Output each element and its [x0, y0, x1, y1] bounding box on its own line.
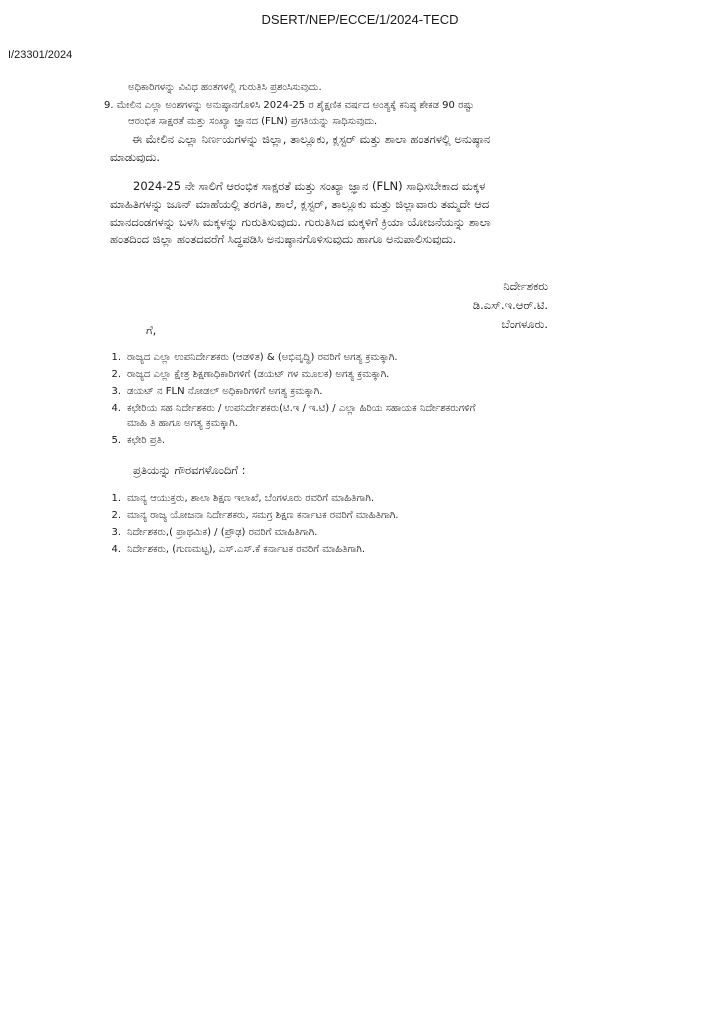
copies-heading: ಪ್ರತಿಯನ್ನು ಗೌರವಗಳೊಂದಿಗೆ : [133, 463, 246, 477]
recipient-text: ಕಛೇರಿ ಪ್ರತಿ. [127, 435, 166, 446]
point-9-line-1: ಮೇಲಿನ ಎಲ್ಲಾ ಅಂಶಗಳನ್ನು ಅನುಷ್ಠಾನಗೊಳಿಸಿ 2024-25 ರ ಶೈಕ್ಷಣಿಕ ವರ್ಷದ ಅಂತ್ಯಕ್ಕೆ ಕನಿಷ್ಠ ಶೇಕಡ 90 ರಷ್ಟು [116, 100, 475, 111]
recipient-item [104, 384, 475, 399]
copy-number: 4. [111, 544, 121, 555]
copy-number: 1. [111, 493, 121, 504]
recipient-number: 3. [111, 386, 121, 397]
recipient-list [104, 350, 475, 448]
decision-line-2: ಮಾಡುವುದು. [110, 150, 161, 164]
recipient-number: 5. [111, 435, 121, 446]
recipient-item [104, 367, 475, 382]
copy-text: ಮಾನ್ಯ ರಾಜ್ಯ ಯೋಜನಾ ನಿರ್ದೇಶಕರು, ಸಮಗ್ರ ಶಿಕ್ಷಣ ಕರ್ನಾಟಕ ರವರಿಗೆ ಮಾಹಿತಿಗಾಗಿ. [127, 510, 399, 521]
signature-office: ಡಿ.ಎಸ್.ಇ.ಆರ್.ಟಿ. [472, 298, 548, 312]
to-label: ಗೆ, [146, 323, 157, 337]
recipient-item [104, 350, 475, 365]
copy-number: 2. [111, 510, 121, 521]
recipient-item [104, 433, 475, 448]
recipient-text: ಡಯಟ್ ನ FLN ನೋಡಲ್ ಅಧಿಕಾರಿಗಳಿಗೆ ಅಗತ್ಯ ಕ್ರಮಕ್ಕಾಗಿ. [127, 386, 323, 397]
document-code: DSERT/NEP/ECCE/1/2024-TECD [261, 12, 459, 27]
para-line-3: ಮಾನದಂಡಗಳನ್ನು ಬಳಸಿ ಮಕ್ಕಳನ್ನು ಗುರುತಿಸುವುದು. ಗುರುತಿಸಿದ ಮಕ್ಕಳಿಗೆ ಕ್ರಿಯಾ ಯೋಜನೆಯನ್ನು ಶಾಲಾ [110, 215, 491, 229]
point-9-line-2: ಆರಂಭಿಕ ಸಾಕ್ಷರತೆ ಮತ್ತು ಸಂಖ್ಯಾ ಜ್ಞಾನದ (FLN) ಪ್ರಗತಿಯನ್ನು ಸಾಧಿಸುವುದು. [128, 116, 378, 127]
copy-text: ಮಾನ್ಯ ಆಯುಕ್ತರು, ಶಾಲಾ ಶಿಕ್ಷಣ ಇಲಾಖೆ, ಬೆಂಗಳೂರು ರವರಿಗೆ ಮಾಹಿತಿಗಾಗಿ. [127, 493, 375, 504]
copy-item [104, 542, 399, 557]
point-9 [104, 98, 474, 113]
signature-designation: ನಿರ್ದೇಶಕರು [503, 279, 548, 293]
recipient-text-cont: ಮಾಹಿ ತಿ ಹಾಗೂ ಅಗತ್ಯ ಕ್ರಮಕ್ಕಾಗಿ. [127, 418, 238, 429]
para-line-2: ಮಾಹಿತಿಗಳನ್ನು ಜೂನ್ ಮಾಹೆಯಲ್ಲಿ ತರಗತಿ, ಶಾಲೆ, ಕ್ಲಸ್ಟರ್, ತಾಲ್ಲೂಕು ಮತ್ತು ಜಿಲ್ಲಾವಾರು ತಮ್ಮದೇ ಆದ [110, 197, 490, 211]
recipient-text: ರಾಜ್ಯದ ಎಲ್ಲಾ ಉಪನಿರ್ದೇಶಕರು (ಆಡಳಿತ) & (ಅಭಿವೃದ್ಧಿ) ರವರಿಗೆ ಅಗತ್ಯ ಕ್ರಮಕ್ಕಾಗಿ. [127, 352, 398, 363]
copy-text: ನಿರ್ದೇಶಕರು, (ಗುಣಮಟ್ಟ), ಎಸ್.ಎಸ್.ಕೆ ಕರ್ನಾಟಕ ರವರಿಗೆ ಮಾಹಿತಿಗಾಗಿ. [127, 544, 366, 555]
copy-item [104, 491, 399, 506]
para-line-1: 2024-25 ನೇ ಸಾಲಿಗೆ ಆರಂಭಿಕ ಸಾಕ್ಷರತೆ ಮತ್ತು ಸಂಖ್ಯಾ ಜ್ಞಾನ (FLN) ಸಾಧಿಸಬೇಕಾದ ಮಕ್ಕಳ [133, 179, 486, 193]
recipient-text: ರಾಜ್ಯದ ಎಲ್ಲಾ ಕ್ಷೇತ್ರ ಶಿಕ್ಷಣಾಧಿಕಾರಿಗಳಿಗೆ (ಡಯಟ್ ಗಳ ಮೂಲಕ) ಅಗತ್ಯ ಕ್ರಮಕ್ಕಾಗಿ. [127, 369, 390, 380]
copy-item [104, 525, 399, 540]
decision-line-1: ಈ ಮೇಲಿನ ಎಲ್ಲಾ ನಿರ್ಣಯಗಳನ್ನು ಜಿಲ್ಲಾ, ತಾಲ್ಲೂಕು, ಕ್ಲಸ್ಟರ್ ಮತ್ತು ಶಾಲಾ ಹಂತಗಳಲ್ಲಿ ಅನುಷ್ಠಾನ [132, 132, 491, 146]
signature-block [400, 277, 548, 334]
recipient-number: 2. [111, 369, 121, 380]
file-reference: I/23301/2024 [8, 49, 73, 61]
point-9-number: 9. [104, 100, 114, 111]
copy-item [104, 508, 399, 523]
intro-line: ಅಧಿಕಾರಿಗಳನ್ನು ವಿವಿಧ ಹಂತಗಳಲ್ಲಿ ಗುರುತಿಸಿ ಪ್ರಶಂಸಿಸುವುದು. [128, 82, 322, 93]
recipient-item [104, 401, 475, 431]
signature-city: ಬೆಂಗಳೂರು. [501, 317, 548, 331]
recipient-number: 4. [111, 403, 121, 414]
recipient-number: 1. [111, 352, 121, 363]
copies-list [104, 491, 399, 557]
copy-number: 3. [111, 527, 121, 538]
para-line-4: ಹಂತದಿಂದ ಜಿಲ್ಲಾ ಹಂತದವರೆಗೆ ಸಿದ್ಧಪಡಿಸಿ ಅನುಷ್ಠಾನಗೊಳಿಸುವುದು ಹಾಗೂ ಅನುಪಾಲಿಸುವುದು. [110, 232, 457, 246]
recipient-text: ಕಛೇರಿಯ ಸಹ ನಿರ್ದೇಶಕರು / ಉಪನಿರ್ದೇಶಕರು(ಟಿ.ಇ / ಇ.ಟಿ) / ಎಲ್ಲಾ ಹಿರಿಯ ಸಹಾಯಕ ನಿರ್ದೇಶಕರುಗಳಿಗೆ [127, 403, 476, 414]
copy-text: ನಿರ್ದೇಶಕರು,( ಪ್ರಾಥಮಿಕ) / (ಪ್ರೌಢ) ರವರಿಗೆ ಮಾಹಿತಿಗಾಗಿ. [127, 527, 318, 538]
